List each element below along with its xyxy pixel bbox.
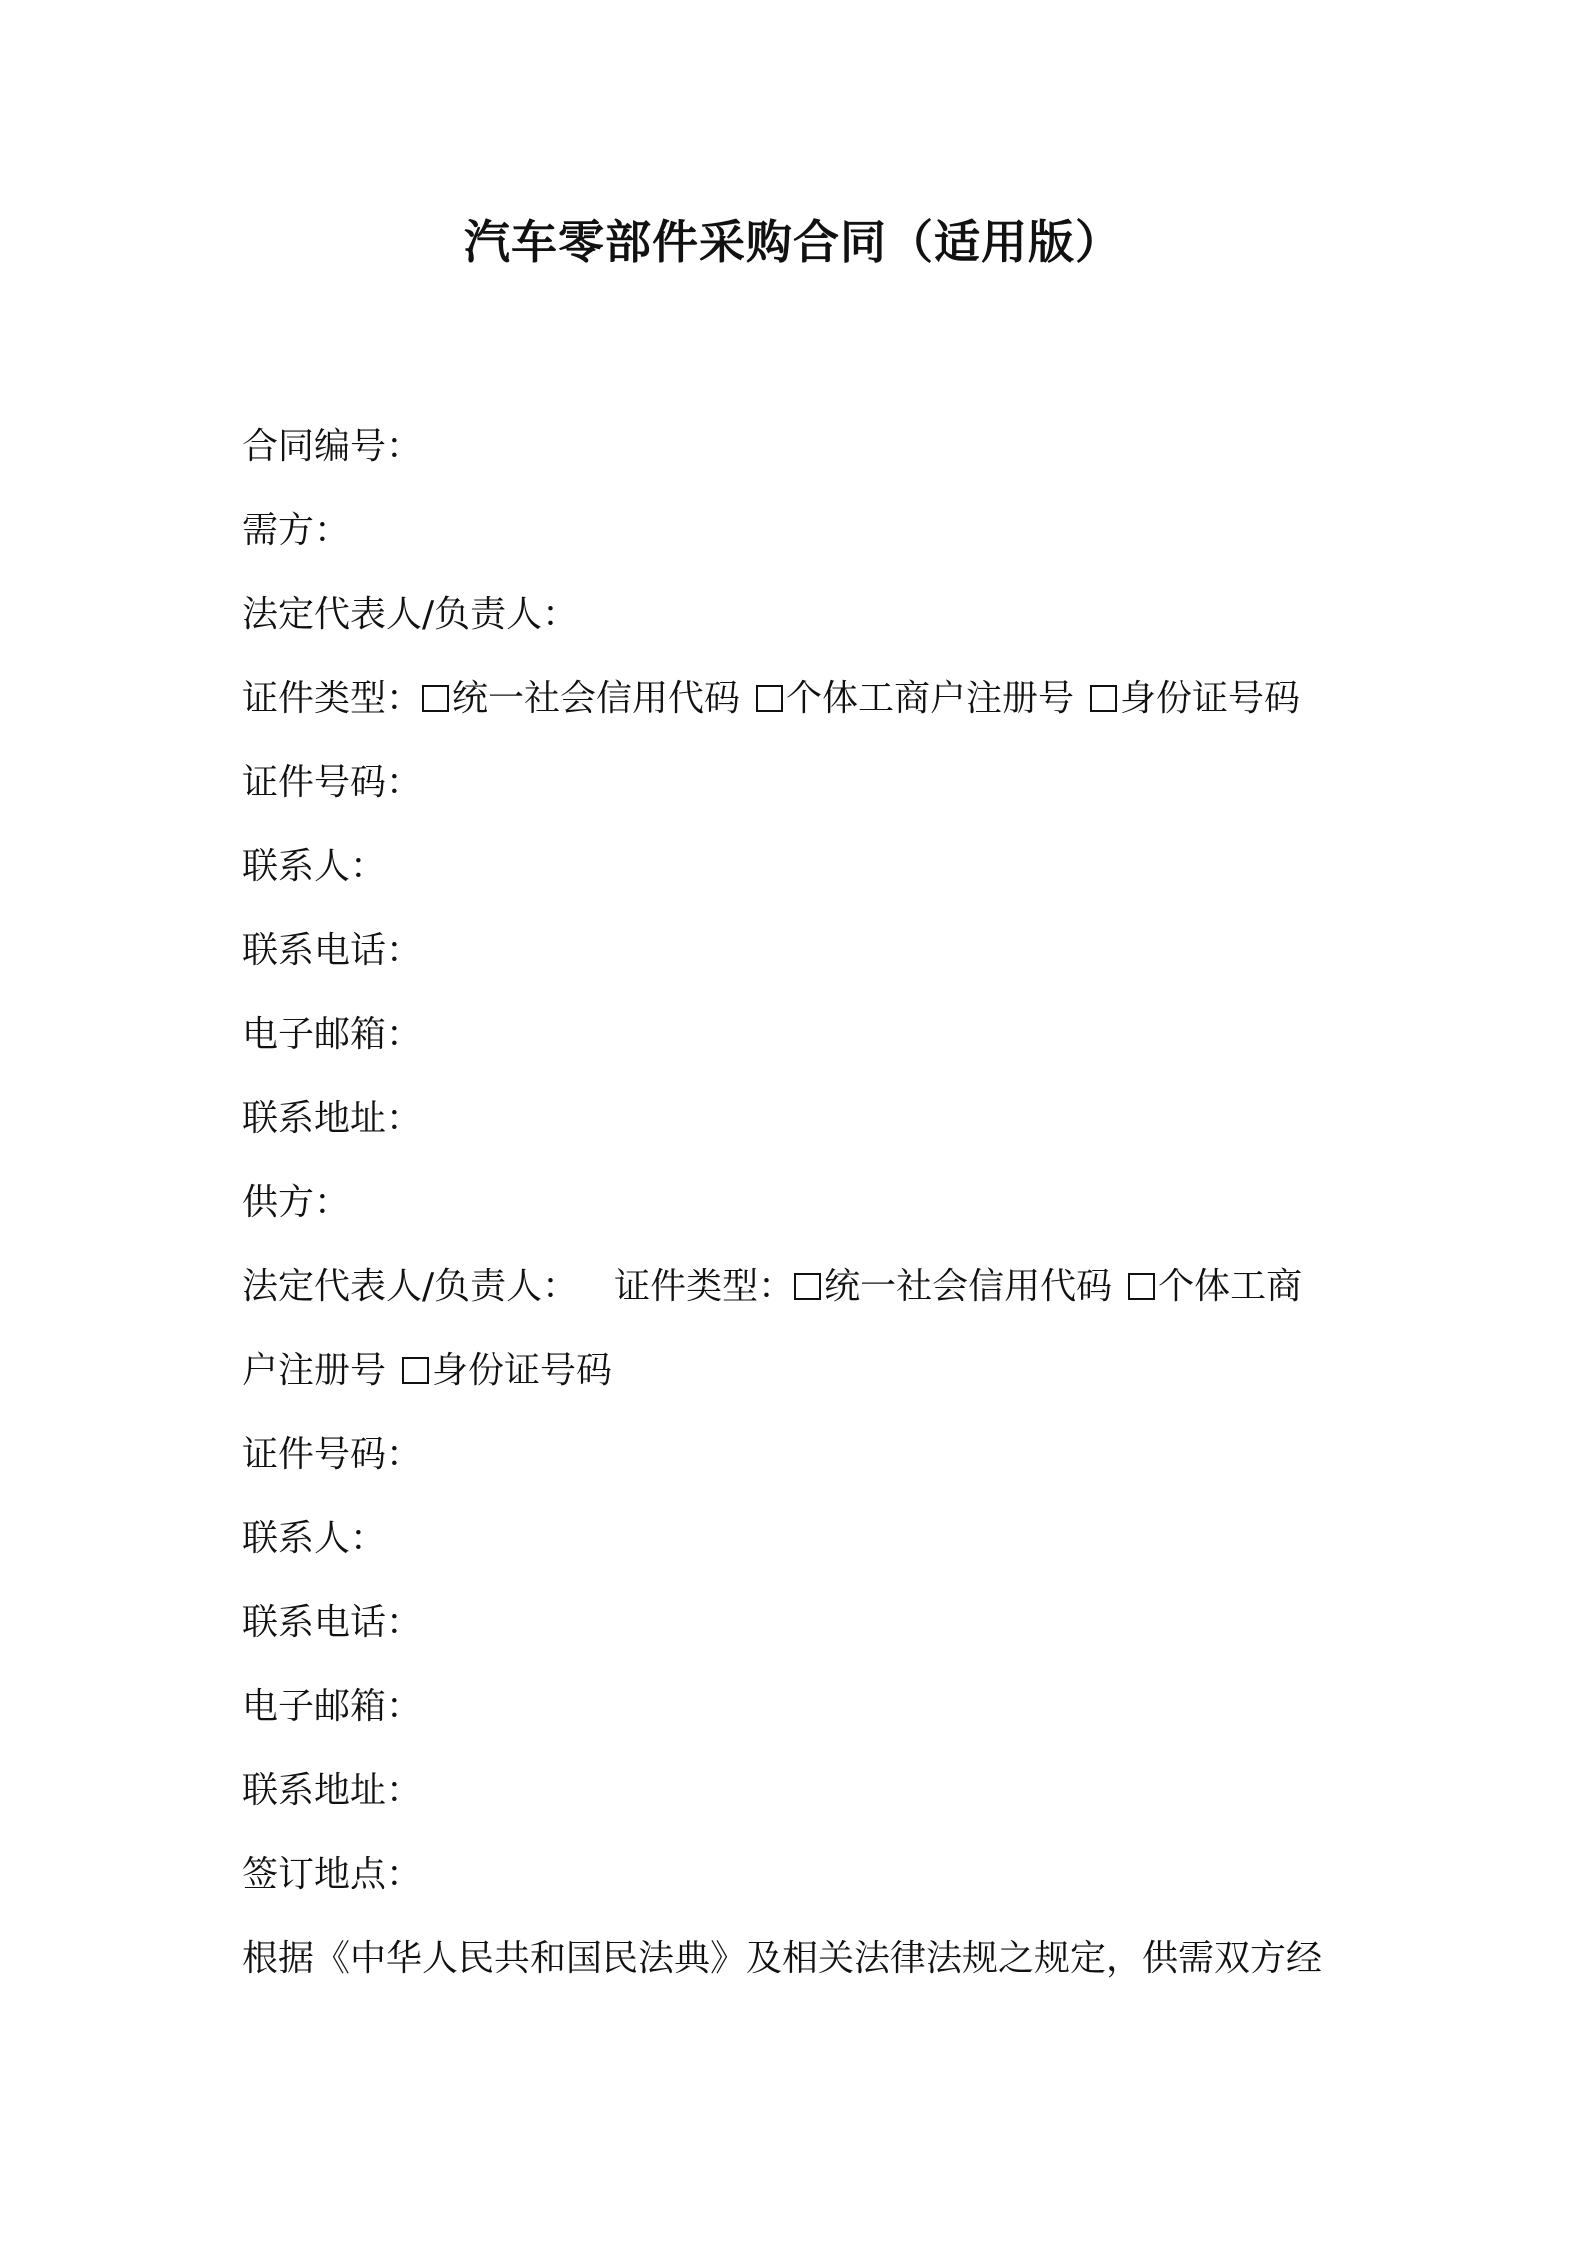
buyer-contact-line: [242, 825, 1362, 909]
signing-place-line: [242, 1833, 1362, 1917]
document-body: [242, 405, 1362, 2001]
option-label: 统一社会信用代码: [824, 1266, 1113, 1307]
seller-option-business-reg[interactable]: [1128, 1266, 1302, 1307]
seller-legal-rep-label: 法定代表人/负责人：: [242, 1266, 579, 1307]
preamble-line: [242, 1917, 1362, 2001]
seller-id-number-label: 证件号码：: [242, 1434, 423, 1475]
buyer-phone-line: [242, 909, 1362, 993]
checkbox-icon[interactable]: [402, 1357, 429, 1384]
seller-email-line: [242, 1665, 1362, 1749]
seller-party-label: 供方：: [242, 1182, 351, 1223]
checkbox-icon[interactable]: [1128, 1273, 1155, 1300]
seller-phone-line: [242, 1581, 1362, 1665]
seller-option-business-reg-cont: 户注册号: [242, 1350, 387, 1391]
seller-id-type-label: 证件类型：: [614, 1266, 795, 1307]
document-title: 汽车零部件采购合同（适用版）: [464, 215, 1122, 269]
buyer-contact-label: 联系人：: [242, 846, 387, 887]
seller-legal-rep-line: [242, 1245, 1362, 1329]
buyer-id-type-line: [242, 657, 1362, 741]
buyer-legal-rep-line: [242, 573, 1362, 657]
seller-id-type-continued-line: [242, 1329, 1362, 1413]
option-label: 身份证号码: [432, 1350, 613, 1391]
seller-phone-label: 联系电话：: [242, 1602, 423, 1643]
seller-option-id-card[interactable]: [402, 1350, 612, 1391]
buyer-email-label: 电子邮箱：: [242, 1014, 423, 1055]
buyer-email-line: [242, 993, 1362, 1077]
seller-email-label: 电子邮箱：: [242, 1686, 423, 1727]
option-label: 统一社会信用代码: [452, 678, 741, 719]
buyer-option-business-reg[interactable]: [756, 678, 1074, 719]
checkbox-icon[interactable]: [756, 685, 783, 712]
buyer-option-id-card[interactable]: [1090, 678, 1300, 719]
buyer-party-line: [242, 489, 1362, 573]
seller-id-number-line: [242, 1413, 1362, 1497]
checkbox-icon[interactable]: [794, 1273, 821, 1300]
option-label: 身份证号码: [1120, 678, 1301, 719]
seller-contact-label: 联系人：: [242, 1518, 387, 1559]
option-label: 个体工商户注册号: [786, 678, 1075, 719]
seller-address-line: [242, 1749, 1362, 1833]
contract-number-line: [242, 405, 1362, 489]
buyer-id-type-label: 证件类型：: [242, 678, 423, 719]
seller-option-credit-code[interactable]: [794, 1266, 1112, 1307]
buyer-option-credit-code[interactable]: [422, 678, 740, 719]
buyer-legal-rep-label: 法定代表人/负责人：: [242, 594, 579, 635]
buyer-address-label: 联系地址：: [242, 1098, 423, 1139]
signing-place-label: 签订地点：: [242, 1854, 423, 1895]
buyer-party-label: 需方：: [242, 510, 351, 551]
seller-party-line: [242, 1161, 1362, 1245]
buyer-address-line: [242, 1077, 1362, 1161]
option-label: 个体工商: [1158, 1266, 1303, 1307]
seller-contact-line: [242, 1497, 1362, 1581]
buyer-id-number-line: [242, 741, 1362, 825]
checkbox-icon[interactable]: [1090, 685, 1117, 712]
checkbox-icon[interactable]: [422, 685, 449, 712]
buyer-id-number-label: 证件号码：: [242, 762, 423, 803]
seller-address-label: 联系地址：: [242, 1770, 423, 1811]
preamble-text: 根据《中华人民共和国民法典》及相关法律法规之规定，供需双方经: [242, 1938, 1323, 1979]
contract-number-label: 合同编号：: [242, 426, 423, 467]
buyer-phone-label: 联系电话：: [242, 930, 423, 971]
